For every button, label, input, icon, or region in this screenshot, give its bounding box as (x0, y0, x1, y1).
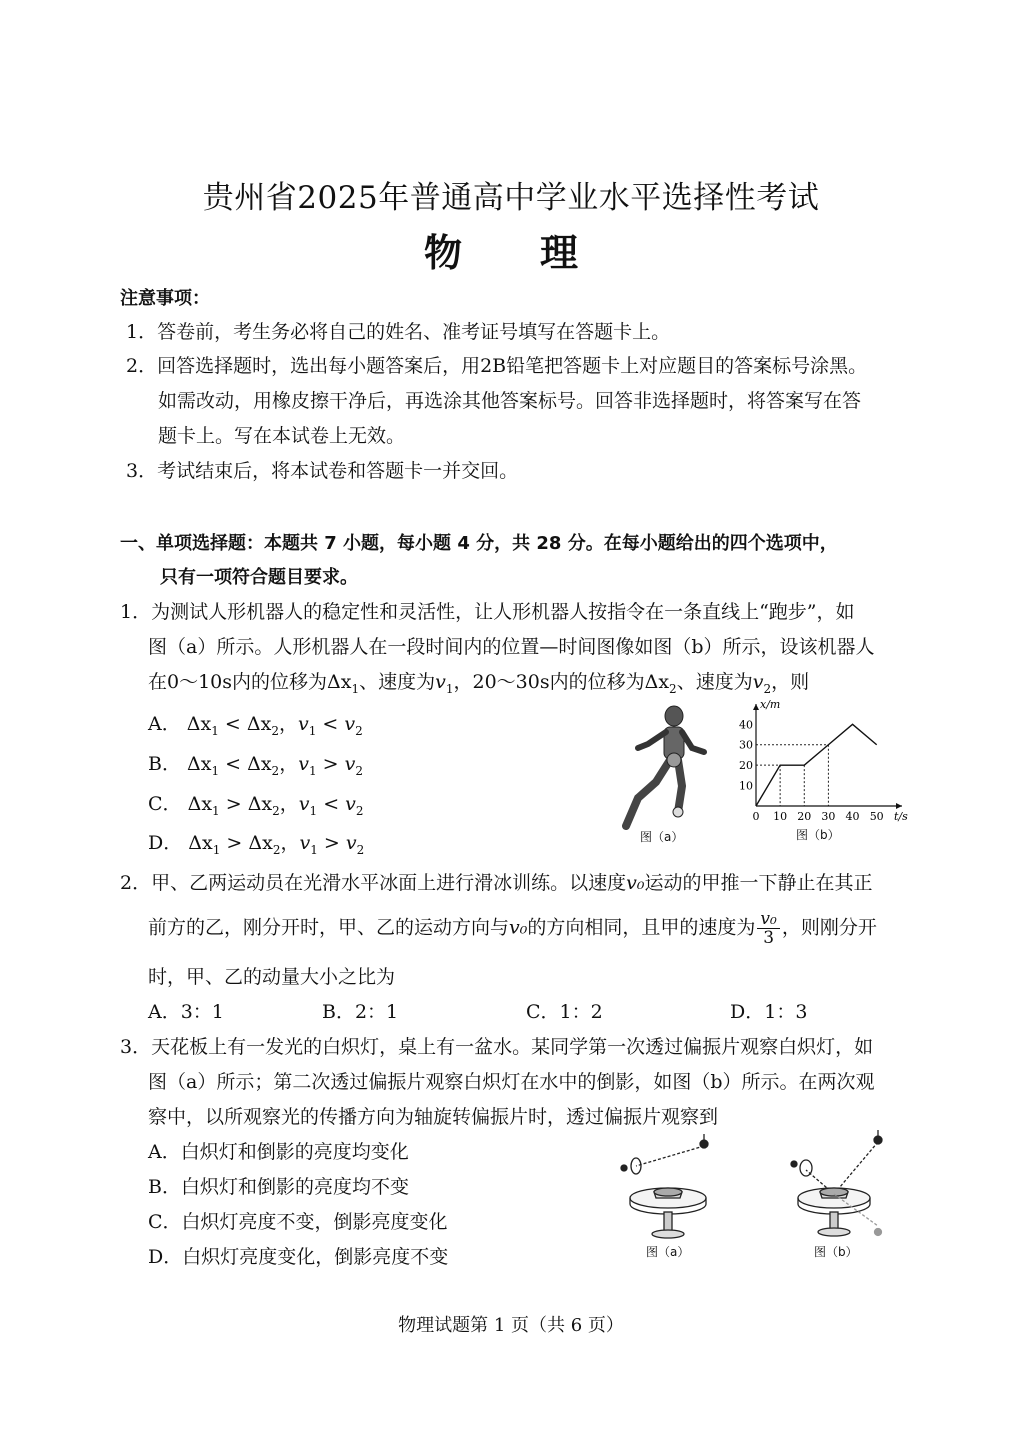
chart-series-line (756, 724, 877, 806)
chart-y-tick-label: 20 (739, 759, 753, 773)
subject-title: 物 理 (423, 231, 598, 275)
position-time-chart (738, 700, 908, 824)
q3-fig-a-caption: 图（a） (646, 1245, 690, 1259)
q3-option-d: D．白炽灯亮度变化，倒影亮度不变 (148, 1246, 449, 1268)
lamp-polarizer-figure-a (618, 1132, 728, 1244)
lamp-reflection-figure-b (786, 1128, 896, 1246)
chart-x-tick-label: 30 (821, 810, 836, 823)
chart-x-tick-label: 40 (845, 810, 860, 823)
chart-x-tick-label: 20 (797, 810, 812, 823)
q3-line-1: 3．天花板上有一发光的白炽灯，桌上有一盆水。某同学第一次透过偏振片观察白炽灯，如 (120, 1036, 874, 1058)
q1-line-3: 在0～10s内的位移为$\Delta x_1$、速度为$v_1$，20～30s内的位移为$\Delta x_2$、速度为$v_2$，则 (148, 671, 810, 696)
chart-x-arrow (896, 803, 902, 809)
q1-line-1: 1．为测试人形机器人的稳定性和灵活性，让人形机器人按指令在一条直线上“跑步”，如 (120, 601, 855, 623)
q3-option-b: B．白炽灯和倒影的亮度均不变 (148, 1176, 409, 1198)
q3-line-2: 图（a）所示；第二次透过偏振片观察白炽灯在水中的倒影，如图（b）所示。在两次观 (148, 1071, 875, 1093)
chart-y-tick-label: 40 (739, 718, 753, 732)
q3-fig-b-caption: 图（b） (814, 1245, 858, 1259)
page-footer: 物理试题第 1 页（共 6 页） (398, 1315, 624, 1336)
q2-option-b: B．2：1 (322, 1001, 399, 1023)
q3-option-c: C．白炽灯亮度不变，倒影亮度变化 (148, 1211, 448, 1233)
chart-y-tick-label: 10 (739, 779, 753, 793)
notice-heading: 注意事项： (120, 288, 210, 309)
section-heading-cont: 只有一项符合题目要求。 (160, 567, 358, 588)
chart-x-tick-label: 10 (773, 810, 788, 823)
q1-fig-b-caption: 图（b） (796, 828, 840, 842)
q2-option-a: A．3：1 (148, 1001, 224, 1023)
notice-item-1: 1．答卷前，考生务必将自己的姓名、准考证号填写在答题卡上。 (126, 321, 671, 343)
q2-option-c: C．1：2 (526, 1001, 603, 1023)
notice-item-2-cont: 如需改动，用橡皮擦干净后，再选涂其他答案标号。回答非选择题时，将答案写在答 (158, 390, 862, 412)
q2-option-d: D．1：3 (730, 1001, 808, 1023)
chart-y-axis-label: x/m (760, 700, 781, 711)
notice-item-3: 3．考试结束后，将本试卷和答题卡一并交回。 (126, 460, 519, 482)
q2-line-1: 2．甲、乙两运动员在光滑水平冰面上进行滑冰训练。以速度v₀运动的甲推一下静止在其正 (120, 872, 873, 894)
notice-item-2: 2．回答选择题时，选出每小题答案后，用2B铅笔把答题卡上对应题目的答案标号涂黑。 (126, 355, 868, 377)
chart-x-tick-label: 50 (869, 810, 884, 823)
chart-x-axis-label: t/s (894, 810, 908, 823)
section-heading: 一、单项选择题：本题共 7 小题，每小题 4 分，共 28 分。在每小题给出的四个选项中， (120, 533, 838, 554)
q3-line-3: 察中，以所观察光的传播方向为轴旋转偏振片时，透过偏振片观察到 (148, 1106, 719, 1128)
q1-option-b: B． $\Delta x_1 < \Delta x_2$，$v_1 > v_2$ (148, 753, 363, 778)
chart-x-tick-label: 0 (752, 810, 760, 823)
exam-title: 贵州省2025年普通高中学业水平选择性考试 (202, 180, 820, 216)
q1-option-c: C． $\Delta x_1 > \Delta x_2$，$v_1 < v_2$ (148, 793, 364, 818)
chart-y-arrow (753, 704, 759, 710)
q1-option-d: D． $\Delta x_1 > \Delta x_2$，$v_1 > v_2$ (148, 832, 365, 857)
q2-line-2: 前方的乙，刚分开时，甲、乙的运动方向与v₀的方向相同，且甲的速度为 $\frac{\text{v₀}}{3}$ ，则刚分开 (148, 909, 877, 948)
q1-fig-a-caption: 图（a） (640, 830, 684, 844)
q1-line-2: 图（a）所示。人形机器人在一段时间内的位置—时间图像如图（b）所示，设该机器人 (148, 636, 875, 658)
robot-runner-figure (612, 700, 722, 830)
q2-line-3: 时，甲、乙的动量大小之比为 (148, 966, 396, 988)
chart-y-tick-label: 30 (739, 738, 753, 752)
v0-over-3-fraction: $\frac{\text{v₀}}{3}$ (757, 910, 779, 947)
q3-option-a: A．白炽灯和倒影的亮度均变化 (148, 1141, 409, 1163)
q1-option-a: A． $\Delta x_1 < \Delta x_2$，$v_1 < v_2$ (148, 713, 363, 738)
notice-item-2-cont2: 题卡上。写在本试卷上无效。 (158, 425, 406, 447)
